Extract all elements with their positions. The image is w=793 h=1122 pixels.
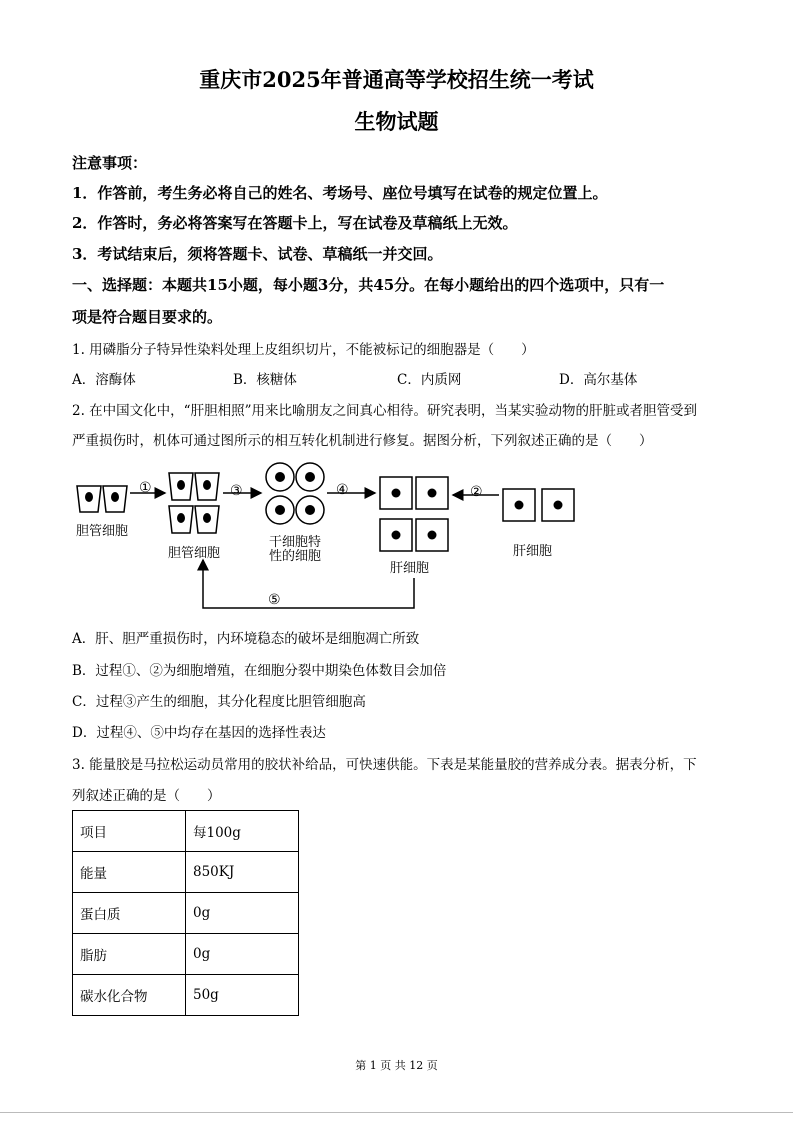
q3-stem-line1: 3. 能量胶是马拉松运动员常用的胶状补给品，可快速供能。下表是某能量胶的营养成分表。据表分析，下 [72,757,697,773]
table-cell: 能量 [73,852,186,893]
page-divider [0,1112,793,1113]
table-cell: 蛋白质 [73,893,186,934]
q1-option-a: A．溶酶体 [72,372,136,388]
diagram-label-stem-1: 干细胞特 [269,535,322,550]
diagram-label-bile-mid: 胆管细胞 [168,546,221,561]
notice-item-2: 2．作答时，务必将答案写在答题卡上，写在试卷及草稿纸上无效。 [72,214,518,232]
table-cell: 850KJ [186,852,299,893]
q2-diagram [0,455,793,615]
table-row [73,893,299,934]
diagram-step-1: ① [139,480,152,496]
exam-title: 重庆市2025年普通高等学校招生统一考试 [199,67,594,92]
notice-item-1: 1．作答前，考生务必将自己的姓名、考场号、座位号填写在试卷的规定位置上。 [72,184,608,202]
q2-stem-line1: 2. 在中国文化中，“肝胆相照”用来比喻朋友之间真心相待。研究表明，当某实验动物的肝脏或者胆管受到 [72,403,697,419]
exam-subtitle: 生物试题 [354,109,439,134]
q1-option-d: D．高尔基体 [559,372,638,388]
diagram-step-4: ④ [336,482,349,498]
diagram-label-liver-mid: 肝细胞 [390,561,430,576]
q2-option-a: A．肝、胆严重损伤时，内环境稳态的破坏是细胞凋亡所致 [72,631,420,647]
diagram-label-bile-left: 胆管细胞 [76,524,129,539]
table-cell: 脂肪 [73,934,186,975]
q2-stem-line2: 严重损伤时，机体可通过图所示的相互转化机制进行修复。据图分析，下列叙述正确的是（ ） [72,433,653,449]
q2-option-b: B．过程①、②为细胞增殖，在细胞分裂中期染色体数目会加倍 [72,663,447,679]
section1-line1: 一、选择题：本题共15小题，每小题3分，共45分。在每小题给出的四个选项中，只有一 [72,276,665,294]
table-cell: 项目 [73,811,186,852]
page-footer: 第 1 页 共 12 页 [355,1059,438,1072]
table-cell: 0g [186,893,299,934]
q2-option-c: C．过程③产生的细胞，其分化程度比胆管细胞高 [72,694,366,710]
nutrition-table [72,810,299,1016]
table-cell: 碳水化合物 [73,975,186,1016]
table-row [73,811,299,852]
q1-option-c: C．内质网 [397,372,462,388]
diagram-step-2: ② [470,484,483,500]
diagram-label-stem-2: 性的细胞 [269,549,322,564]
table-cell: 0g [186,934,299,975]
diagram-label-liver-right: 肝细胞 [513,544,553,559]
diagram-step-3: ③ [230,483,243,499]
table-row [73,975,299,1016]
notice-heading: 注意事项： [72,154,148,172]
q2-option-d: D．过程④、⑤中均存在基因的选择性表达 [72,725,326,741]
table-cell: 50g [186,975,299,1016]
section1-line2: 项是符合题目要求的。 [72,308,223,326]
q1-stem: 1. 用磷脂分子特异性染料处理上皮组织切片，不能被标记的细胞器是（ ） [72,342,535,358]
table-cell: 每100g [186,811,299,852]
diagram-step-5: ⑤ [268,592,281,608]
q1-option-b: B．核糖体 [233,372,297,388]
table-row [73,934,299,975]
notice-item-3: 3．考试结束后，须将答题卡、试卷、草稿纸一并交回。 [72,245,443,263]
q3-stem-line2: 列叙述正确的是（ ） [72,788,221,804]
table-row [73,852,299,893]
